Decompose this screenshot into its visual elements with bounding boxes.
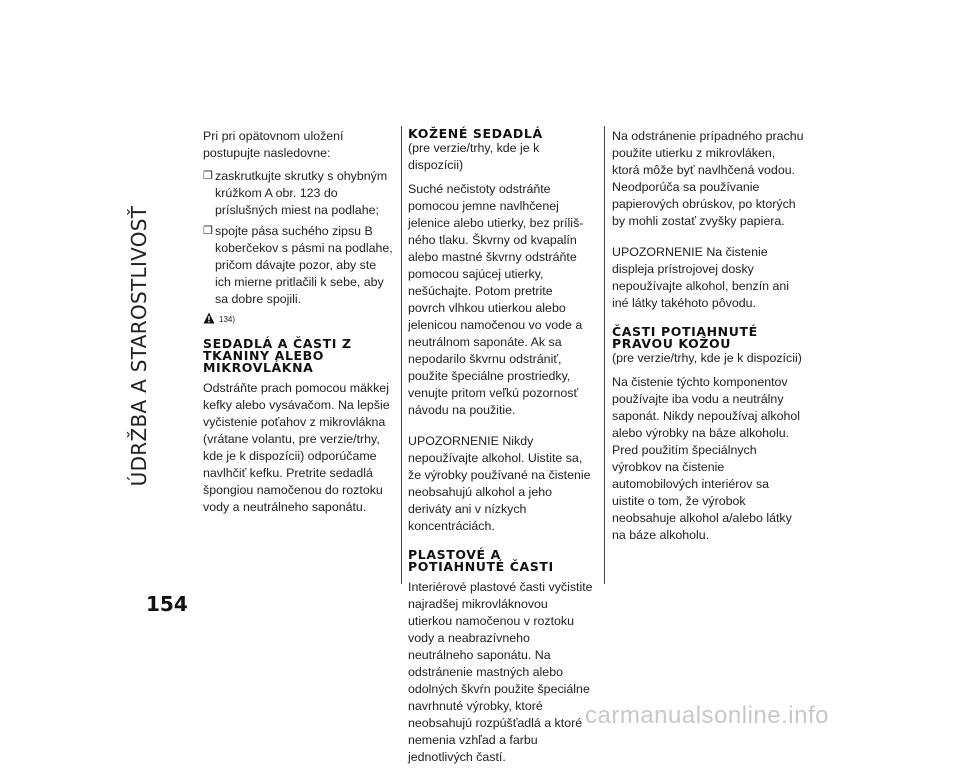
- section-title-vertical: ÚDRŽBA A STAROSTLIVOSŤ: [127, 205, 151, 487]
- checkbox-bullet-icon: ❐: [203, 170, 213, 182]
- paragraph: UPOZORNENIE Nikdy nepoužívajte alkohol. Uistite sa, že výrobky používané na čistenie neobsahujú alkohol a jeho deriváty ani v nízkych koncentráciách.: [408, 434, 591, 533]
- paragraph: Na odstránenie prípadného prachu použite utierku z mikrovláken, ktorá môže byť navlhčená vodou. Neodporúča sa používanie papierových obrúskov, po ktorých by mohli zostať zvyšky papiera.: [612, 129, 804, 228]
- intro-text: Pri pri opätovnom uložení postupujte nasledovne:: [203, 129, 344, 160]
- section-heading: ČASTI POTIAHNUTÉ PRAVOU KOŽOU: [612, 324, 758, 351]
- list-item: [203, 168, 393, 219]
- paragraph: Odstráňte prach pomocou mäkkej kefky alebo vysávačom. Na lepšie vyčistenie poťahov z mikrovlákna (vrátane volantu, pre verzie/trhy, kde je k dispozícii) odporúčame navlhčiť kefku. Pretrite sedadlá špongiou namočenou do roztoku vody a neutrálneho saponátu.: [203, 381, 390, 514]
- column-divider: [604, 126, 605, 584]
- list-item-text: spojte pása suchého zipsu B koberčekov s pásmi na podlahe, pričom dávajte pozor, aby ste ich mierne pritlačili k sebe, aby sa dobre spojili.: [215, 224, 393, 306]
- column-1: [203, 128, 393, 526]
- section-subtitle: (pre verzie/trhy, kde je k dispozícii): [408, 141, 540, 172]
- page-number: 154: [146, 592, 188, 616]
- warning-triangle-icon: [203, 312, 215, 324]
- column-divider: [401, 126, 402, 584]
- column-3: [612, 128, 804, 554]
- paragraph: Na čistenie týchto komponentov používajte iba vodu a neutrálny saponát. Nikdy nepoužívaj alkohol alebo výrobky na báze alkoholu. Pred použitím špeciálnych výrobkov na čistenie automobilových interiérov sa uistite o tom, že výrobok neobsahuje alkohol a/alebo látky na báze alkoholu.: [612, 375, 801, 542]
- column-2: [408, 128, 593, 776]
- list-item: [203, 223, 393, 308]
- list-item-text: zaskrutkujte skrutky s ohybným krúžkom A obr. 123 do príslušných miest na podlahe;: [215, 169, 388, 217]
- section-heading: SEDADLÁ A ČASTI Z TKANINY ALEBO MIKROVLÁKNA: [203, 336, 352, 375]
- warning-reference: [203, 312, 393, 324]
- section-heading: KOŽENÉ SEDADLÁ: [408, 126, 543, 141]
- warning-ref-number: 134): [219, 315, 236, 324]
- section-heading: PLASTOVÉ A POTIAHNUTÉ ČASTI: [408, 547, 554, 574]
- watermark: carmanualsonline.info: [585, 702, 829, 729]
- checkbox-bullet-icon: ❐: [203, 225, 213, 237]
- paragraph: UPOZORNENIE Na čistenie displeja prístrojovej dosky nepoužívajte alkohol, benzín ani iné látky takéhoto pôvodu.: [612, 245, 790, 310]
- paragraph: Interiérové plastové časti vyčistite najradšej mikrovláknovou utierkou namočenou v roztoku vody a neabrazívneho neutrálneho saponátu. Na odstránenie mastných alebo odolných škvŕn použite špeciálne navrhnuté výrobky, ktoré neobsahujú rozpúšťadlá a ktoré nemenia vzhľad a farbu jednotlivých častí.: [408, 580, 593, 764]
- paragraph: Suché nečistoty odstráňte pomocou jemne navlhčenej jelenice alebo utierky, bez prílišného tlaku. Škvrny od kvapalín alebo mastné škvrny odstráňte pomocou sajúcej utierky, nešúchajte. Potom pretrite povrch vlhkou utierkou alebo jelenicou namočenou vo vode a neutrálnom saponáte. Ak sa nepodarilo škvrnu odstrániť, použite špeciálne prostriedky, venujte pritom veľkú pozornosť návodu na použitie.: [408, 182, 584, 417]
- section-subtitle: (pre verzie/trhy, kde je k dispozícii): [612, 351, 802, 365]
